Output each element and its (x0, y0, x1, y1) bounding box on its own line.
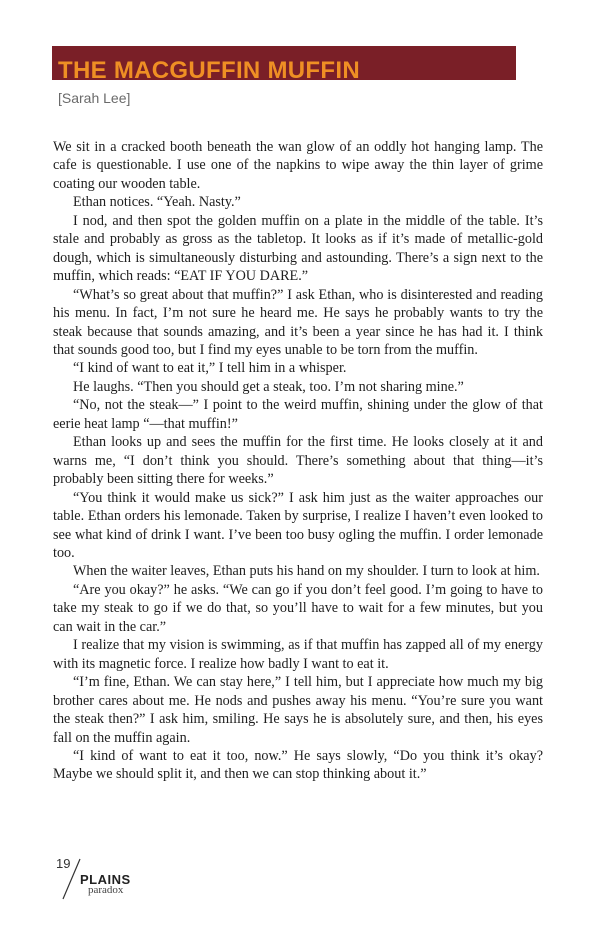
story-paragraph: We sit in a cracked booth beneath the wan glow of an oddly hot hanging lamp. The cafe is questionable. I use one of the napkins to wipe away the thin layer of grime coating our wooden table. (53, 139, 543, 192)
story-paragraph: “I’m fine, Ethan. We can stay here,” I tell him, but I appreciate how much my big brother cares about me. He nods and pushes away his menu. “You’re sure you want the steak then?” I ask him, smiling. He says he is absolutely sure, and then, his eyes fall on the muffin again. (53, 674, 543, 746)
author-byline: [Sarah Lee] (58, 90, 131, 106)
story-paragraph: Ethan notices. “Yeah. Nasty.” (73, 194, 241, 211)
story-paragraph: “I kind of want to eat it too, now.” He says slowly, “Do you think it’s okay? Maybe we should split it, and then we can stop thinking about it.” (53, 747, 543, 783)
story-paragraph: “You think it would make us sick?” I ask him just as the waiter approaches our table. Ethan orders his lemonade. Taken by surprise, I realize I haven’t even looked to see what kind of drink I want. I’ve been too busy ogling the muffin. I order lemonade too. (53, 489, 543, 561)
story-paragraph: “Are you okay?” he asks. “We can go if you don’t feel good. I’m going to have to take my steak to go if we do that, so you’ll have to wait for a few minutes, but you can wait in the car.” (53, 581, 543, 635)
story-paragraph: When the waiter leaves, Ethan puts his hand on my shoulder. I turn to look at him. (73, 563, 540, 580)
story-paragraph: Ethan looks up and sees the muffin for the first time. He looks closely at it and warns me, “I don’t think you should. There’s something about that thing—it’s probably been sitting there for weeks.” (53, 434, 543, 488)
publication-name: PLAINS (80, 872, 131, 887)
story-paragraph: I realize that my vision is swimming, as if that muffin has zapped all of my energy with its magnetic force. I realize how badly I want to eat it. (53, 637, 543, 672)
story-paragraph: “I kind of want to eat it,” I tell him in a whisper. (73, 360, 347, 377)
story-title: THE MACGUFFIN MUFFIN (58, 57, 360, 84)
footer-slash-icon (60, 858, 82, 900)
story-paragraph: “No, not the steak—” I point to the weird muffin, shining under the glow of that eerie heat lamp “—that muffin!” (53, 397, 543, 432)
page-number: 19 (56, 856, 71, 871)
publication-subname: paradox (88, 884, 124, 896)
story-paragraph: He laughs. “Then you should get a steak, too. I’m not sharing mine.” (73, 378, 464, 395)
story-paragraph: I nod, and then spot the golden muffin on a plate in the middle of the table. It’s stale and probably as gross as the tabletop. It looks as if it’s made of metallic-gold dough, which is simultaneously disturbing and astounding. There’s a sign next to the muffin, which reads: “EAT IF YOU DARE.” (53, 212, 543, 285)
story-paragraph: “What’s so great about that muffin?” I ask Ethan, who is disinterested and reading his menu. In fact, I’m not sure he heard me. He says he probably wants to try the steak because that sounds amazing, and it’s been a year since he has had it. I think that sounds good too, but I find my eyes unable to be torn from the muffin. (53, 286, 543, 358)
story-body (53, 138, 543, 784)
